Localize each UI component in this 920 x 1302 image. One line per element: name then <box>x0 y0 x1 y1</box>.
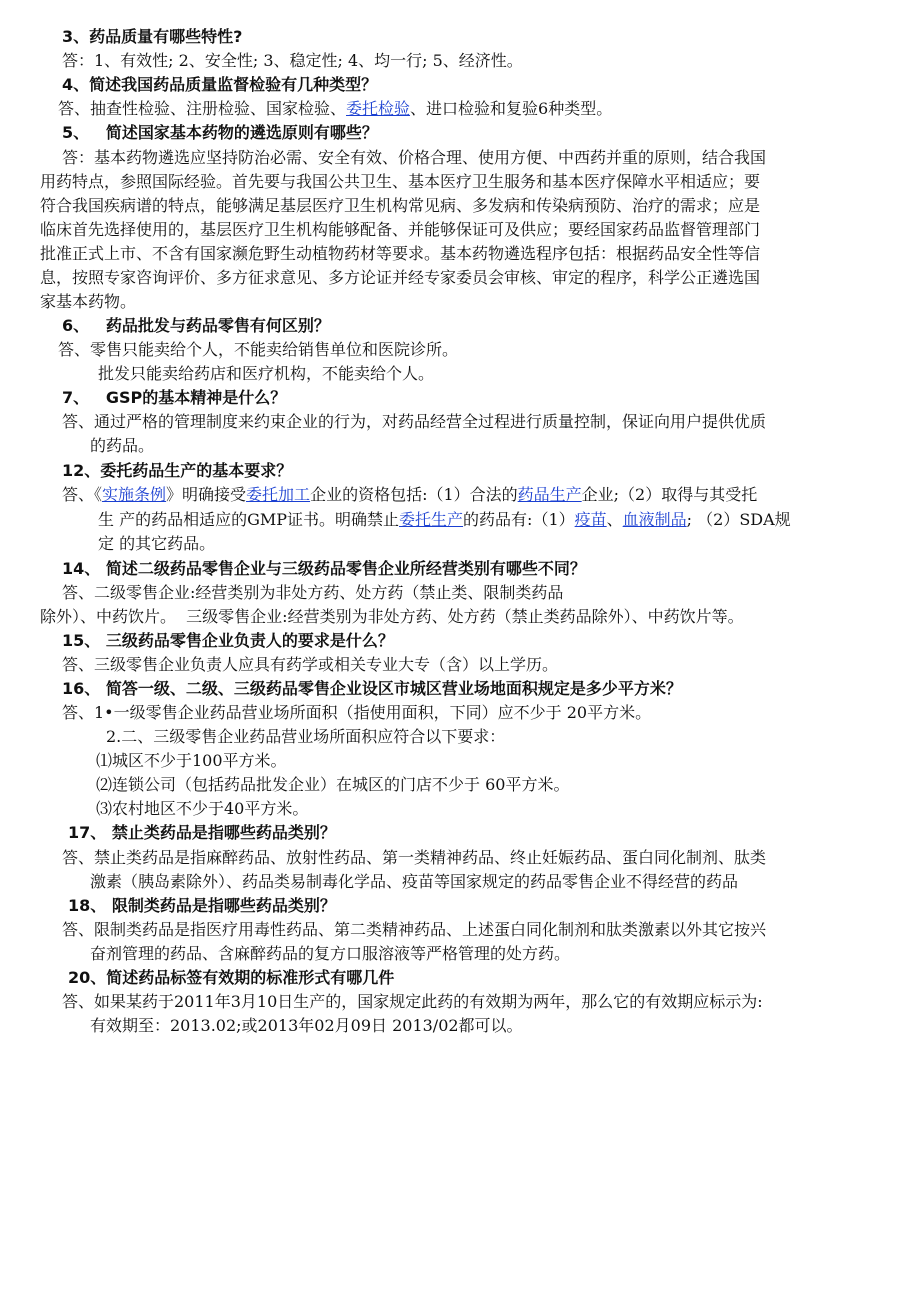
answer-5-line: 临床首先选择使用的，基层医疗卫生机构能够配备、并能够保证可及供应；要经国家药品监督管理部门 <box>40 220 761 239</box>
question-15: 15、 三级药品零售企业负责人的要求是什么？ <box>62 631 394 650</box>
question-6: 6、 药品批发与药品零售有何区别？ <box>62 316 330 335</box>
answer-14-line: 除外）、中药饮片。 三级零售企业:经营类别为非处方药、处方药（禁止类药品除外）、中药饮片等。 <box>40 607 744 626</box>
answer-20-line: 答、如果某药于2011年3月10日生产的，国家规定此药的有效期为两年，那么它的有效期应标示为: <box>62 992 763 1011</box>
answer-3: 答：1、有效性; 2、安全性; 3、稳定性; 4、均一行; 5、经济性。 <box>62 51 523 70</box>
answer-text: 》明确接受 <box>166 485 247 504</box>
answer-20-line: 有效期至：2013.02;或2013年02月09日 2013/02都可以。 <box>90 1016 523 1035</box>
answer-12-line <box>62 483 757 507</box>
answer-text: 、进口检验和复验6种类型。 <box>410 99 613 118</box>
link-weituo-shengchan[interactable]: 委托生产 <box>399 510 464 529</box>
question-3: 3、药品质量有哪些特性? <box>62 27 243 46</box>
question-20: 20、简述药品标签有效期的标准形式有哪几件 <box>68 968 395 987</box>
answer-17-line: 激素（胰岛素除外）、药品类易制毒化学品、疫苗等国家规定的药品零售企业不得经营的药品 <box>90 872 739 891</box>
link-weituo-jiagong[interactable]: 委托加工 <box>246 485 311 504</box>
answer-16-line: 2.二、三级零售企业药品营业场所面积应符合以下要求： <box>106 727 506 746</box>
link-yaopin-shengchan[interactable]: 药品生产 <box>517 485 582 504</box>
answer-6-line: 答、零售只能卖给个人，不能卖给销售单位和医院诊所。 <box>58 340 459 359</box>
answer-text: 、 <box>606 510 623 529</box>
question-12: 12、委托药品生产的基本要求？ <box>62 461 293 480</box>
answer-text: 的药品有:（1） <box>463 510 575 529</box>
answer-text: 答、抽查性检验、注册检验、国家检验、 <box>58 99 347 118</box>
answer-12-line: 定 的其它药品。 <box>98 534 216 553</box>
answer-text: ; （2）SDA规 <box>686 510 791 529</box>
link-shishi-tiaoli[interactable]: 实施条例 <box>102 485 167 504</box>
answer-5-line: 答：基本药物遴选应坚持防治必需、安全有效、价格合理、使用方便、中西药并重的原则，结合我国 <box>62 148 767 167</box>
answer-18-line: 奋剂管理的药品、含麻醉药品的复方口服溶液等严格管理的处方药。 <box>90 944 571 963</box>
answer-16-line: ⑴城区不少于100平方米。 <box>96 751 287 770</box>
answer-16-line: ⑶农村地区不少于40平方米。 <box>96 799 309 818</box>
answer-16-line: 答、1•一级零售企业药品营业场所面积（指使用面积，下同）应不少于 20平方米。 <box>62 703 652 722</box>
answer-5-line: 符合我国疾病谱的特点，能够满足基层医疗卫生机构常见病、多发病和传染病预防、治疗的需求；应是 <box>40 196 761 215</box>
link-weituo-jianyan[interactable]: 委托检验 <box>346 99 411 118</box>
answer-7-line: 的药品。 <box>90 436 155 455</box>
link-xueye-zhipin[interactable]: 血液制品 <box>622 510 687 529</box>
answer-text: 生 产的药品相适应的GMP证书。明确禁止 <box>98 510 400 529</box>
answer-15-line: 答、三级零售企业负责人应具有药学或相关专业大专（含）以上学历。 <box>62 655 559 674</box>
question-16: 16、 简答一级、二级、三级药品零售企业设区市城区营业场地面积规定是多少平方米？ <box>62 679 682 698</box>
link-yimiao[interactable]: 疫苗 <box>574 510 607 529</box>
answer-text: 企业的资格包括:（1）合法的 <box>310 485 518 504</box>
answer-5-line: 息，按照专家咨询评价、多方征求意见、多方论证并经专家委员会审核、审定的程序，科学公正遴选国 <box>40 268 761 287</box>
question-14: 14、 简述二级药品零售企业与三级药品零售企业所经营类别有哪些不同？ <box>62 559 586 578</box>
answer-5-line: 批准正式上市、不含有国家濒危野生动植物药材等要求。基本药物遴选程序包括：根据药品安全性等信 <box>40 244 761 263</box>
answer-6-line: 批发只能卖给药店和医疗机构，不能卖给个人。 <box>98 364 435 383</box>
answer-18-line: 答、限制类药品是指医疗用毒性药品、第二类精神药品、上述蛋白同化制剂和肽类激素以外其它按兴 <box>62 920 767 939</box>
question-17: 17、 禁止类药品是指哪些药品类别？ <box>68 823 336 842</box>
answer-5-line: 用药特点，参照国际经验。首先要与我国公共卫生、基本医疗卫生服务和基本医疗保障水平相适应；要 <box>40 172 761 191</box>
answer-12-line <box>98 508 791 532</box>
answer-16-line: ⑵连锁公司（包括药品批发企业）在城区的门店不少于 60平方米。 <box>96 775 570 794</box>
answer-4 <box>58 97 612 121</box>
question-4: 4、简述我国药品质量监督检验有几种类型？ <box>62 75 378 94</box>
answer-17-line: 答、禁止类药品是指麻醉药品、放射性药品、第一类精神药品、终止妊娠药品、蛋白同化制剂、肽类 <box>62 848 767 867</box>
answer-14-line: 答、二级零售企业:经营类别为非处方药、处方药（禁止类、限制类药品 <box>62 583 564 602</box>
question-18: 18、 限制类药品是指哪些药品类别？ <box>68 896 336 915</box>
answer-7-line: 答、通过严格的管理制度来约束企业的行为，对药品经营全过程进行质量控制，保证向用户提供优质 <box>62 412 767 431</box>
question-7: 7、 GSP的基本精神是什么？ <box>62 388 287 407</box>
question-5: 5、 简述国家基本药物的遴选原则有哪些？ <box>62 123 378 142</box>
answer-text: 答、《 <box>62 485 103 504</box>
answer-5-line: 家基本药物。 <box>40 292 137 311</box>
answer-text: 企业;（2）取得与其受托 <box>581 485 758 504</box>
